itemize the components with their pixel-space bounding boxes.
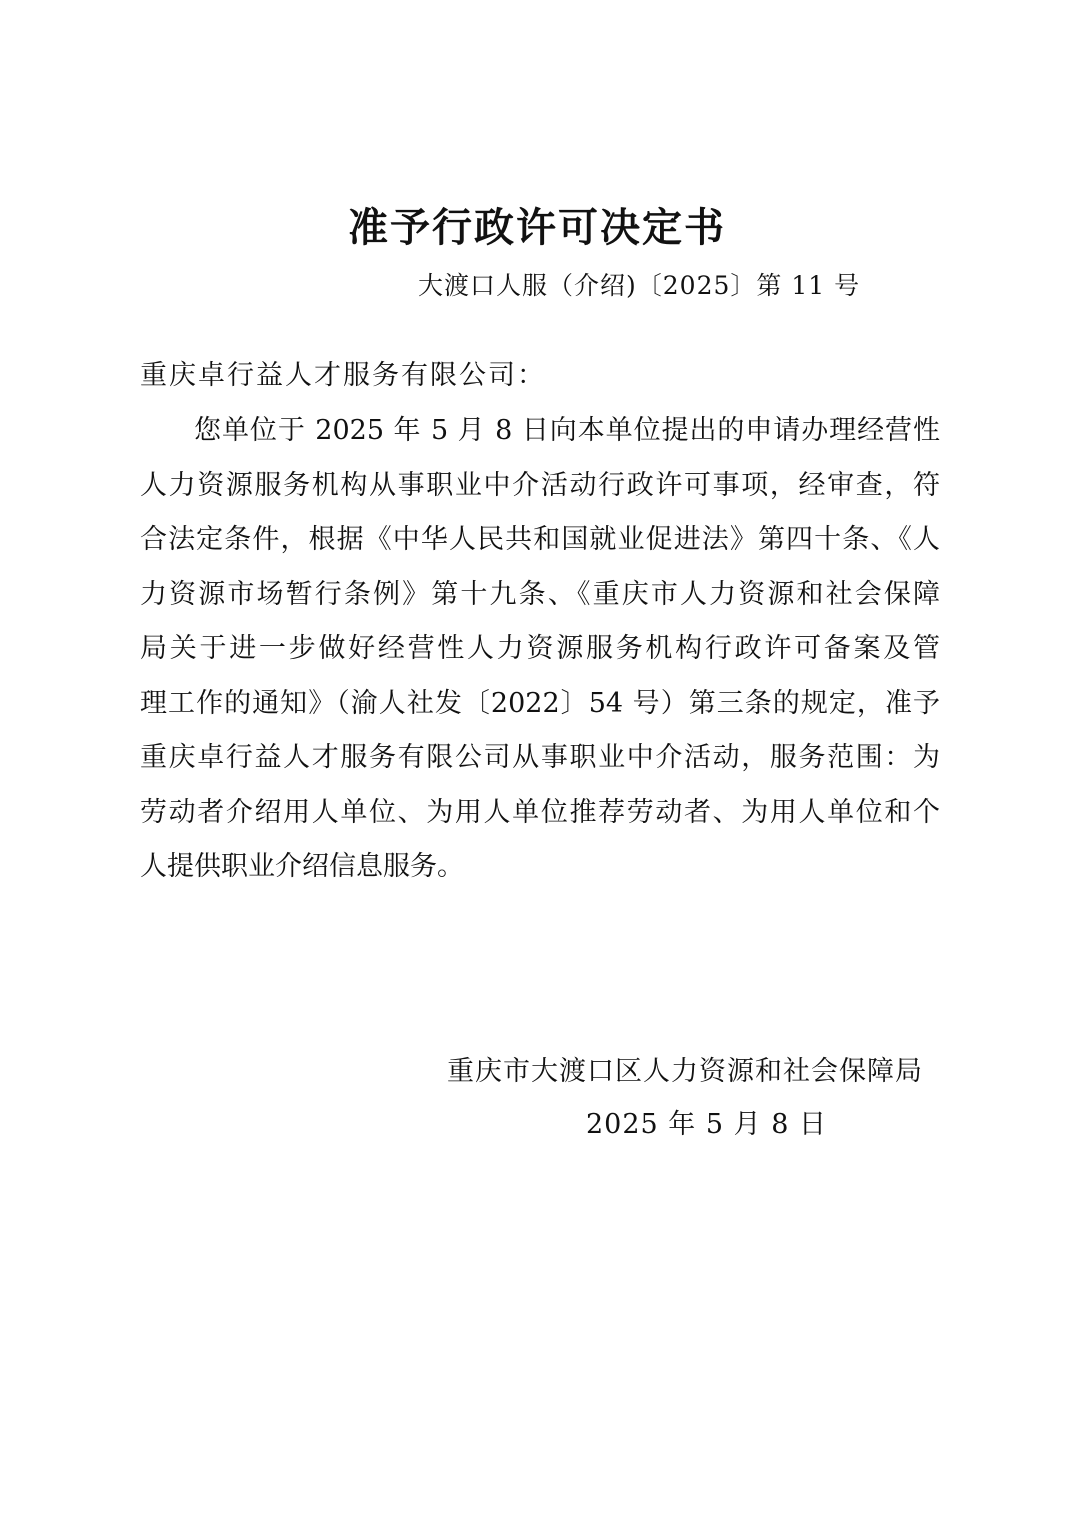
body-text <box>140 404 940 895</box>
body-line: 合法定条件，根据《中华人民共和国就业促进法》第四十条、《人 <box>140 524 940 555</box>
body-line: 力资源市场暂行条例》第十九条、《重庆市人力资源和社会保障 <box>140 578 940 610</box>
document-number: 大渡口人服（介绍)〔2025〕第 11 号 <box>418 271 861 300</box>
body-line: 劳动者介绍用人单位、为用人单位推荐劳动者、为用人单位和个 <box>140 796 940 828</box>
body-line: 理工作的通知》（渝人社发〔2022〕54 号）第三条的规定，准予 <box>140 687 940 719</box>
body-line: 您单位于 2025 年 5 月 8 日向本单位提出的申请办理经营性 <box>194 415 940 446</box>
issuing-authority: 重庆市大渡口区人力资源和社会保障局 <box>447 1056 923 1087</box>
body-line: 人力资源服务机构从事职业中介活动行政许可事项，经审查，符 <box>140 469 940 501</box>
body-line: 人提供职业介绍信息服务。 <box>140 851 464 882</box>
addressee: 重庆卓行益人才服务有限公司： <box>140 360 546 391</box>
issue-date: 2025 年 5 月 8 日 <box>586 1109 827 1140</box>
document-title: 准予行政许可决定书 <box>348 204 726 251</box>
body-line: 重庆卓行益人才服务有限公司从事职业中介活动，服务范围：为 <box>140 742 940 773</box>
body-line: 局关于进一步做好经营性人力资源服务机构行政许可备案及管 <box>140 633 940 664</box>
